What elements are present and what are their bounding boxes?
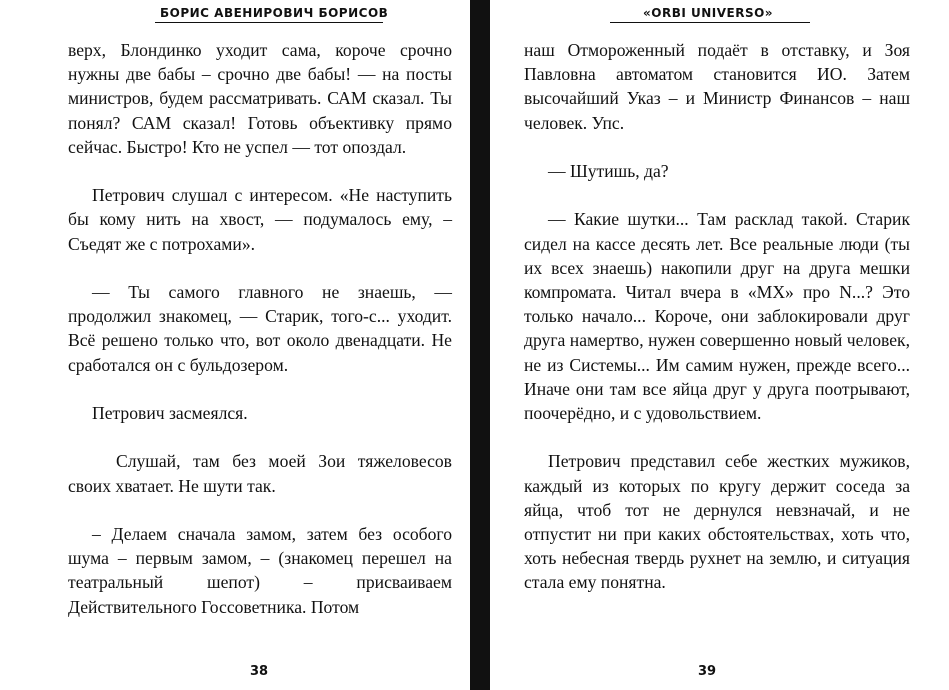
header-rule-left bbox=[155, 22, 383, 23]
paragraph: — Какие шутки... Там расклад такой. Старик сидел на кассе десять лет. Все реальные люди (ты их всех знаешь) накопили друг на друга мешки компромата. Читал вчера в «МХ» про N...? Это только начало... Короче, они заблокировали друг друга намертво, нужен совершенно новый человек, не из Системы... Им самим нужен, прежде всего... Иначе они там все яйца друг у друга поотрывают, поочерёдно, и с удовольствием. bbox=[524, 209, 910, 424]
right-page bbox=[490, 0, 949, 690]
paragraph: наш Отмороженный подаёт в отставку, и Зоя Павловна автоматом становится ИО. Затем высочайший Указ – и Министр Финансов – наш человек. Упс. bbox=[524, 40, 910, 133]
paragraph: — Шутишь, да? bbox=[548, 161, 669, 181]
paragraph: Петрович слушал с интересом. «Не наступить бы кому нить на хвост, — подумалось ему, – Съедят же с потрохами». bbox=[68, 185, 452, 254]
body-text-left bbox=[68, 38, 452, 619]
paragraph: верх, Блондинко уходит сама, короче срочно нужны две бабы – срочно две бабы! — на посты министров, будем рассматривать. САМ сказал. Ты понял? САМ сказал! Готовь объективку прямо сейчас. Быстро! Кто не успел — тот опоздал. bbox=[68, 40, 452, 157]
paragraph: – Делаем сначала замом, затем без особого шума – первым замом, – (знакомец перешел на театральный шепот) – присваиваем Действительного Госсоветника. Потом bbox=[68, 523, 452, 617]
body-text-right bbox=[524, 38, 910, 595]
running-header-right: «ORBI UNIVERSO» bbox=[643, 6, 774, 20]
paragraph: Петрович представил себе жестких мужиков, каждый из которых по кругу держит соседа за яйца, чтоб тот не дернулся невзначай, и не отпустит ни при каких обстоятельствах, хоть что, хоть небесная твердь рухнет на землю, и ситуация стала ему понятна. bbox=[524, 451, 910, 593]
page-number-right: 39 bbox=[698, 664, 717, 679]
running-header-left: БОРИС АВЕНИРОВИЧ БОРИСОВ bbox=[160, 6, 389, 20]
page-number-left: 38 bbox=[250, 664, 269, 679]
left-page bbox=[0, 0, 470, 690]
book-spine bbox=[470, 0, 490, 690]
paragraph: — Ты самого главного не знаешь, — продолжил знакомец, — Старик, того-с... уходит. Всё решено только что, вот около двенадцати. Не сработался он с бульдозером. bbox=[68, 282, 452, 375]
paragraph: Слушай, там без моей Зои тяжеловесов своих хватает. Не шути так. bbox=[68, 451, 452, 496]
header-rule-right bbox=[610, 22, 810, 23]
paragraph: Петрович засмеялся. bbox=[92, 403, 248, 423]
